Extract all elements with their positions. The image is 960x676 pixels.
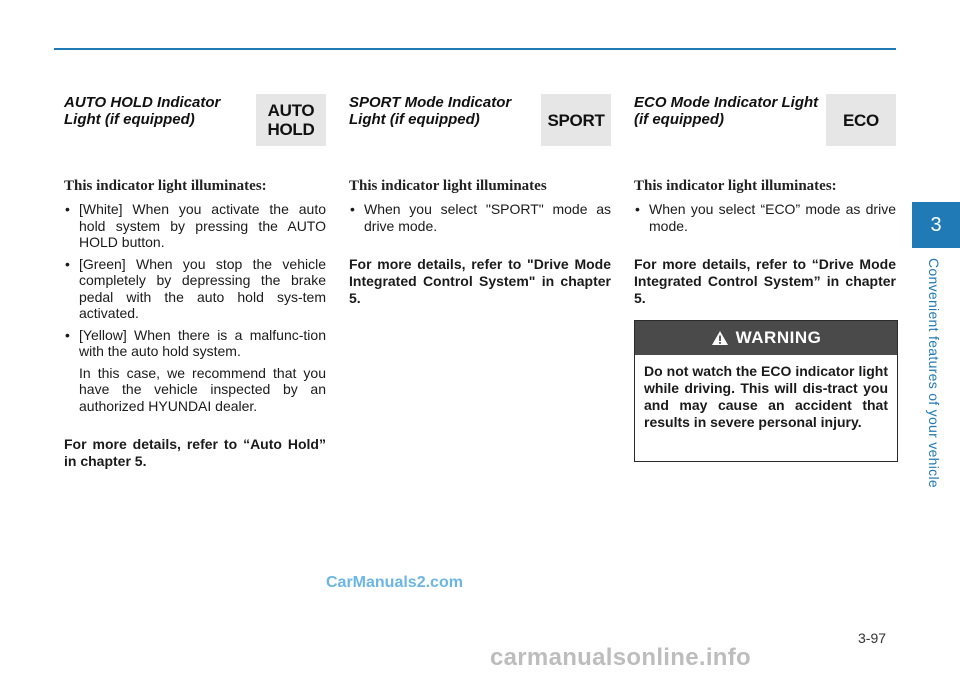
eco-mode-list (634, 201, 896, 234)
warning-header (635, 321, 897, 355)
auto-hold-reference: For more details, refer to “Auto Hold” in chapter 5. (64, 436, 326, 469)
header-rule (54, 48, 896, 50)
warning-text: Do not watch the ECO indicator light while driving. This will dis-tract you and may cause an accident that results in severe personal injury. (644, 363, 888, 430)
chapter-tab: 3 (912, 202, 960, 248)
watermark: CarManuals2.com (326, 574, 463, 591)
list-item: • When you select “ECO” mode as drive mode. (634, 201, 896, 234)
sport-badge-icon: SPORT (541, 94, 611, 146)
eco-mode-title: ECO Mode Indicator Light (if equipped) (634, 94, 819, 128)
footer-site: carmanualsonline.info (490, 644, 752, 671)
warning-triangle-icon (711, 330, 729, 346)
list-item: • [Green] When you stop the vehicle completely by depressing the brake pedal with the auto hold sys-tem activated. (64, 256, 326, 322)
page-number: 3-97 (858, 630, 887, 646)
auto-hold-badge-icon: AUTO HOLD (256, 94, 326, 146)
chapter-title: Convenient features of your vehicle (926, 258, 942, 488)
eco-mode-section (634, 92, 896, 307)
sport-mode-list (349, 201, 611, 234)
list-item: • [White] When you activate the auto hold system by pressing the AUTO HOLD button. (64, 201, 326, 251)
sport-mode-subheading: This indicator light illuminates (349, 178, 547, 194)
list-item: • When you select "SPORT" mode as drive mode. (349, 201, 611, 234)
auto-hold-note: In this case, we recommend that you have the vehicle inspected by an authorized HYUNDAI dealer. (79, 364, 326, 414)
auto-hold-subheading: This indicator light illuminates: (64, 178, 267, 194)
auto-hold-section (64, 92, 326, 470)
sport-mode-reference: For more details, refer to "Drive Mode Integrated Control System" in chapter 5. (349, 256, 611, 306)
eco-mode-reference: For more details, refer to “Drive Mode Integrated Control System” in chapter 5. (634, 256, 896, 306)
sport-mode-section (349, 92, 611, 307)
auto-hold-title: AUTO HOLD Indicator Light (if equipped) (64, 94, 221, 128)
eco-badge-icon: ECO (826, 94, 896, 146)
warning-box (634, 320, 898, 462)
warning-heading: WARNING (735, 328, 822, 347)
eco-mode-subheading: This indicator light illuminates: (634, 178, 837, 194)
sport-mode-title: SPORT Mode Indicator Light (if equipped) (349, 94, 512, 128)
list-item: • [Yellow] When there is a malfunc-tion with the auto hold system. (64, 327, 326, 360)
auto-hold-list (64, 201, 326, 360)
